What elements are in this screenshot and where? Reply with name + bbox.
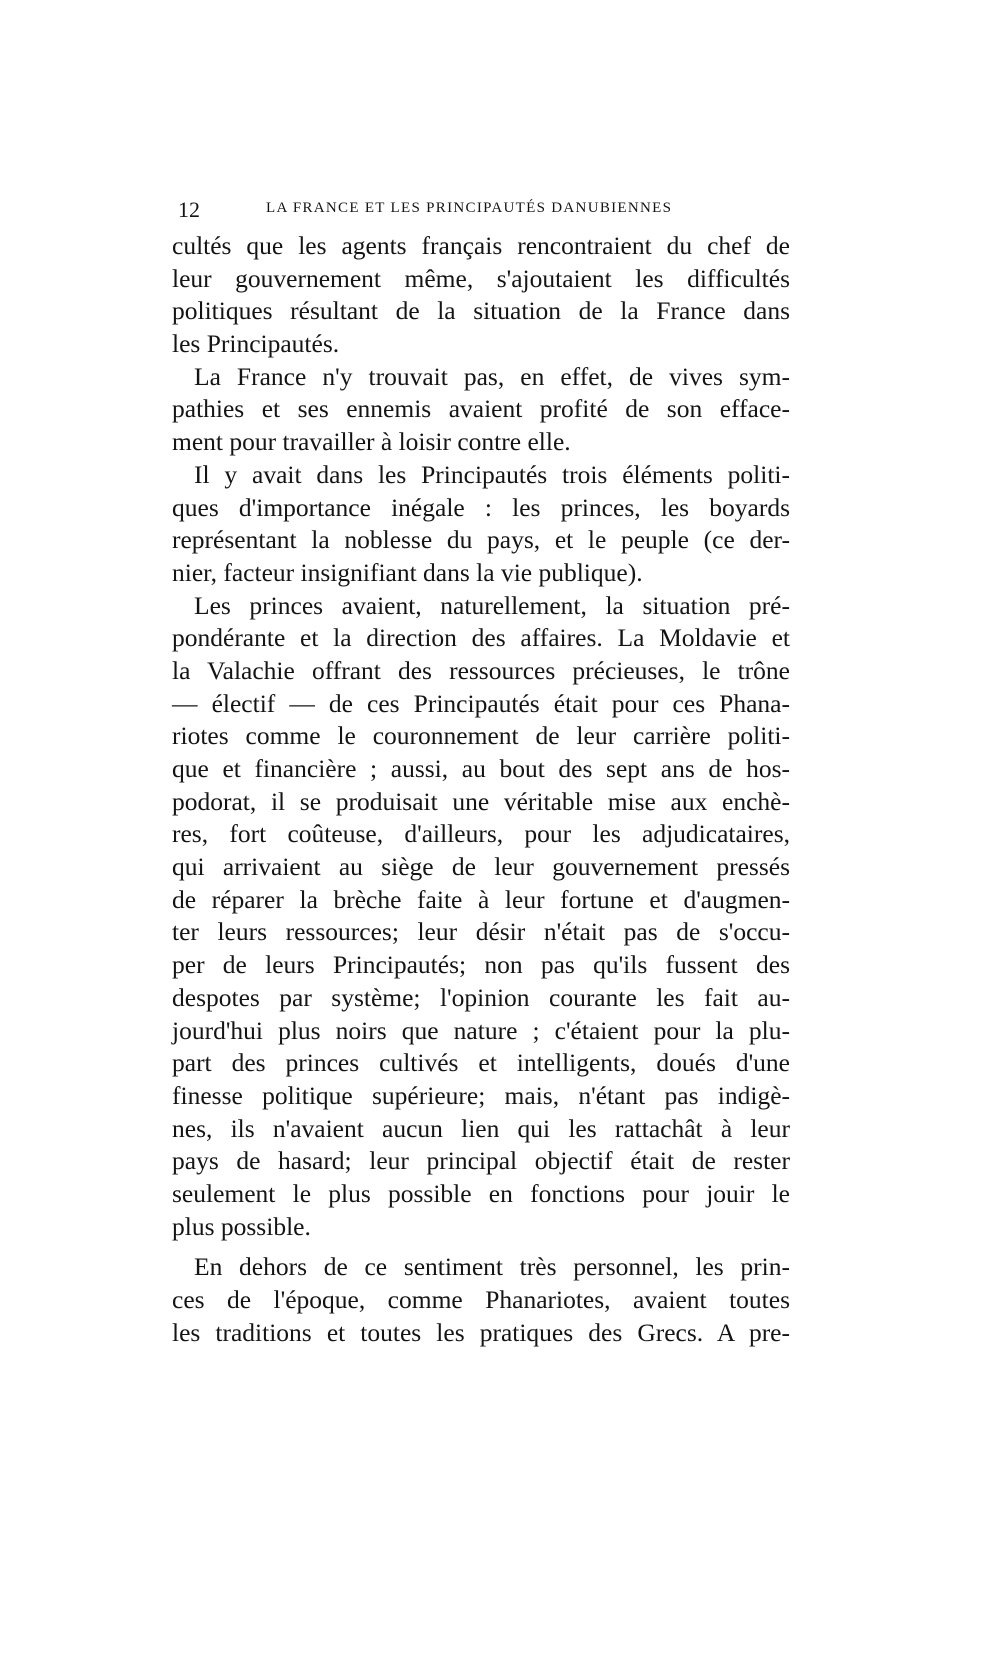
running-title: LA FRANCE ET LES PRINCIPAUTÉS DANUBIENNES [266,200,673,216]
text-line: pathies et ses ennemis avaient profité de son efface- [172,394,790,424]
text-line: ment pour travailler à loisir contre elle. [172,427,571,457]
running-head [178,197,798,221]
text-line: riotes comme le couronnement de leur carrière politi- [172,721,790,751]
text-line: Les princes avaient, naturellement, la situation pré- [194,590,790,620]
page-number: 12 [178,197,200,222]
text-line: — électif — de ces Principautés était pour ces Phana- [172,688,790,718]
text-line: qui arrivaient au siège de leur gouvernement pressés [172,852,790,882]
text-line: seulement le plus possible en fonctions pour jouir le [172,1178,790,1208]
text-line: nier, facteur insignifiant dans la vie publique). [172,557,643,587]
text-line: les Principautés. [172,329,340,359]
paragraph-gap [172,1243,790,1251]
text-line: leur gouvernement même, s'ajoutaient les difficultés [172,263,790,293]
text-line: per de leurs Principautés; non pas qu'ils fussent des [172,950,790,980]
text-line: ces de l'époque, comme Phanariotes, avaient toutes [172,1285,790,1314]
text-line: que et financière ; aussi, au bout des sept ans de hos- [172,754,790,783]
text-line: de réparer la brèche faite à leur fortune et d'augmen- [172,884,790,914]
text-line: ques d'importance inégale : les princes, les boyards [172,492,790,522]
text-line: despotes par système; l'opinion courante les fait au- [172,982,790,1012]
text-line: cultés que les agents français rencontraient du chef de [172,231,790,260]
text-line: politiques résultant de la situation de la France dans [172,296,790,326]
text-line: En dehors de ce sentiment très personnel, les prin- [194,1252,790,1282]
text-line: les traditions et toutes les pratiques des Grecs. A pre- [172,1317,790,1347]
text-line: plus possible. [172,1211,311,1241]
text-line: Il y avait dans les Principautés trois éléments politi- [194,459,790,489]
text-line: podorat, il se produisait une véritable mise aux enchè- [172,786,790,816]
text-line: nes, ils n'avaient aucun lien qui les rattachât à leur [172,1113,790,1143]
text-line: représentant la noblesse du pays, et le peuple (ce der- [172,525,790,555]
text-line: pondérante et la direction des affaires. La Moldavie et [172,623,790,653]
text-line: ter leurs ressources; leur désir n'était pas de s'occu- [172,917,790,947]
body-text [172,230,790,1349]
text-line: part des princes cultivés et intelligents, doués d'une [172,1048,790,1078]
text-line: finesse politique supérieure; mais, n'étant pas indigè- [172,1080,790,1110]
text-line: res, fort coûteuse, d'ailleurs, pour les adjudicataires, [172,819,790,849]
text-line: La France n'y trouvait pas, en effet, de vives sym- [194,361,790,391]
text-line: jourd'hui plus noirs que nature ; c'étaient pour la plu- [172,1015,790,1045]
text-line: la Valachie offrant des ressources précieuses, le trône [172,655,790,685]
text-line: pays de hasard; leur principal objectif était de rester [172,1146,790,1176]
